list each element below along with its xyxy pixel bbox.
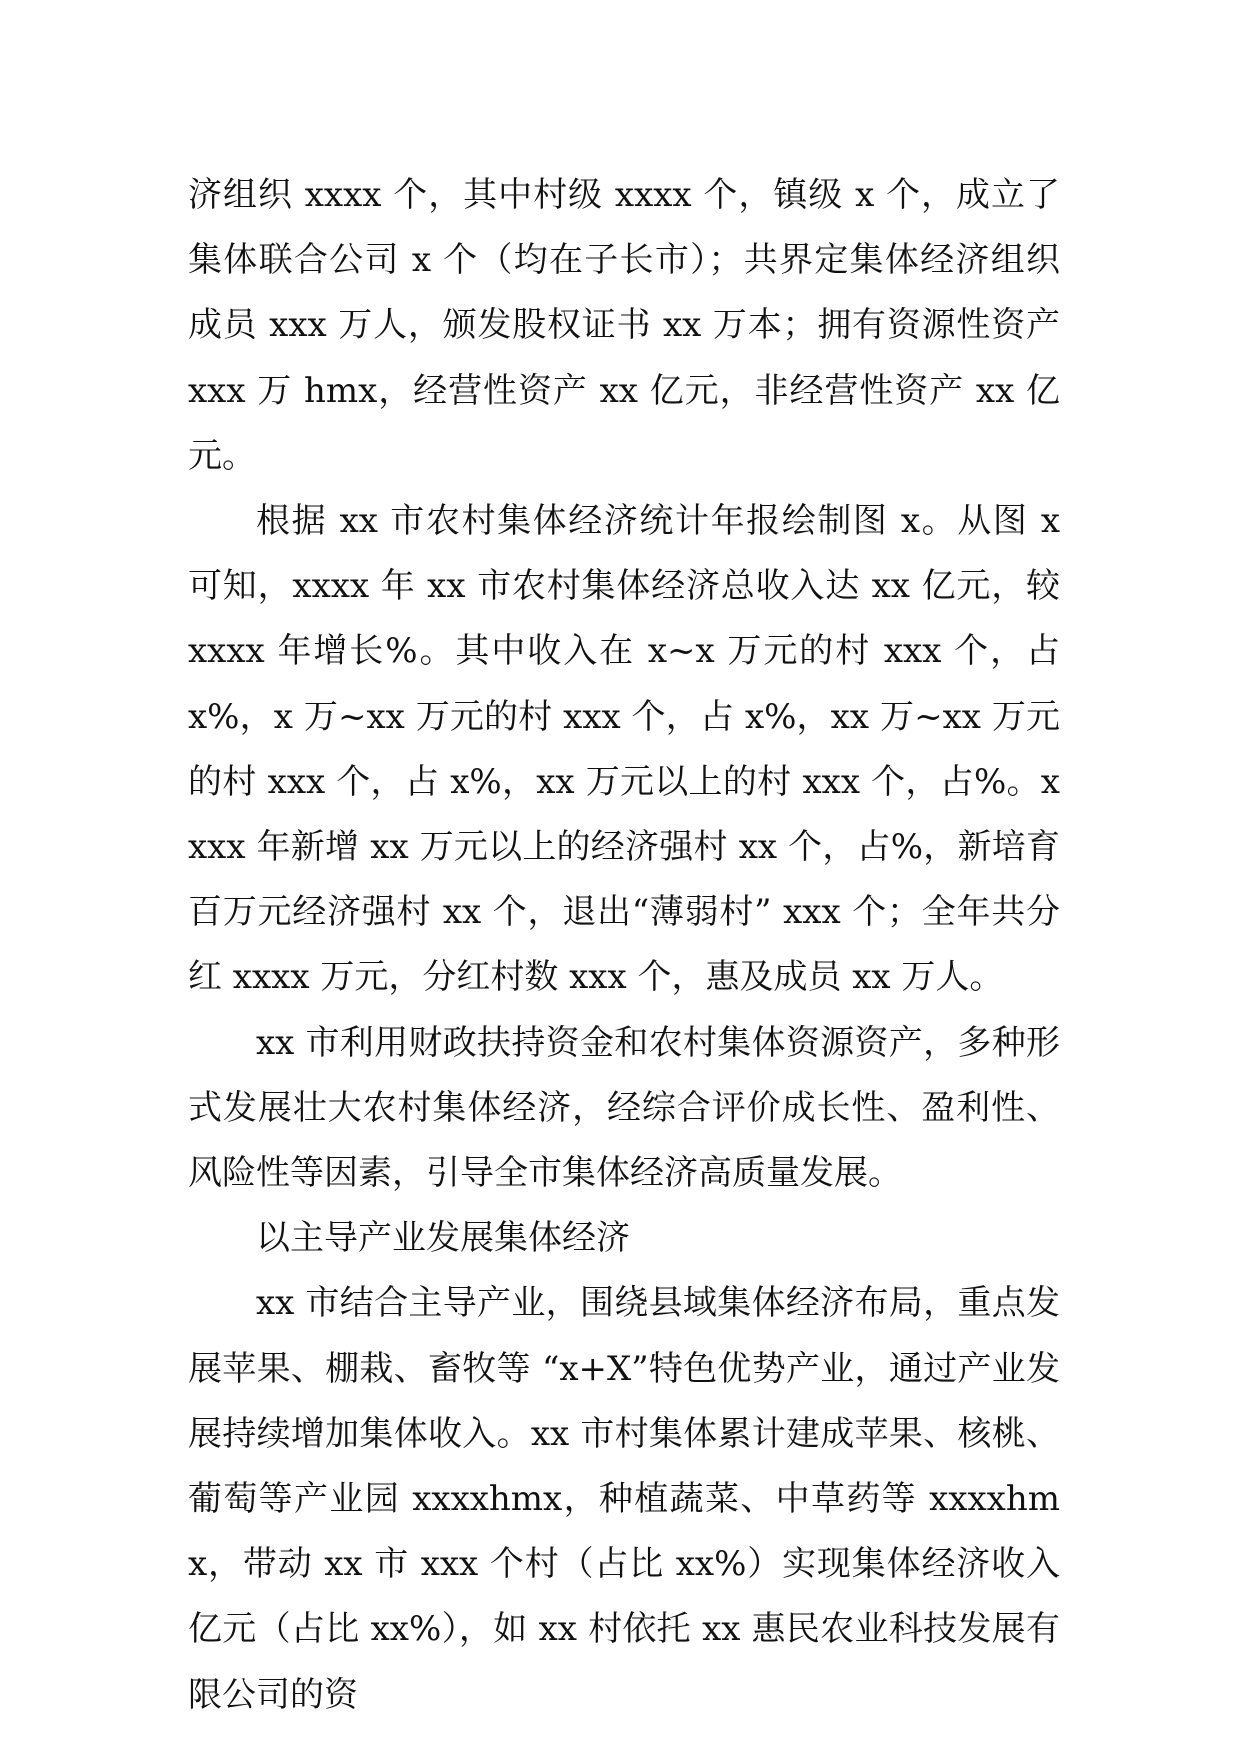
document-body bbox=[188, 163, 1060, 1728]
paragraph-income-stats: 根据 xx 市农村集体经济统计年报绘制图 x。从图 x 可知，xxxx 年 xx 市农村集体经济总收入达 xx 亿元，较 xxxx 年增长%。其中收入在 x~x 万元的村 xxx 个，占 x%，x 万~xx 万元的村 xxx 个，占 x%，xx 万~xx 万元的村 xxx 个，占 x%，xx 万元以上的村 xxx 个，占%。xxxx 年新增 xx 万元以上的经济强村 xx 个，占%，新培育百万元经济强村 xx 个，退出“薄弱村” xxx 个；全年共分红 xxxx 万元，分红村数 xxx 个，惠及成员 xx 万人。 bbox=[188, 501, 1060, 998]
paragraph-industry: xx 市结合主导产业，围绕县域集体经济布局，重点发展苹果、棚栽、畜牧等 “x+X”特色优势产业，通过产业发展持续增加集体收入。xx 市村集体累计建成苹果、核桃、葡萄等产业园 xxxxhmx，种植蔬菜、中草药等 xxxxhmx，带动 xx 市 xxx 个村（占比 xx%）实现集体经济收入亿元（占比 xx%），如 xx 村依托 xx 惠民农业科技发展有限公司的资 bbox=[188, 1283, 1060, 1715]
paragraph-funding: xx 市利用财政扶持资金和农村集体资源资产，多种形式发展壮大农村集体经济，经综合评价成长性、盈利性、风险性等因素，引导全市集体经济高质量发展。 bbox=[188, 1022, 1060, 1194]
section-subheading: 以主导产业发展集体经济 bbox=[256, 1218, 630, 1259]
paragraph-continuation: 济组织 xxxx 个，其中村级 xxxx 个，镇级 x 个，成立了集体联合公司 x 个（均在子长市）；共界定集体经济组织成员 xxx 万人，颁发股权证书 xx 万本；拥有资源性资产 xxx 万 hmx，经营性资产 xx 亿元，非经营性资产 xx 亿元。 bbox=[188, 175, 1060, 476]
